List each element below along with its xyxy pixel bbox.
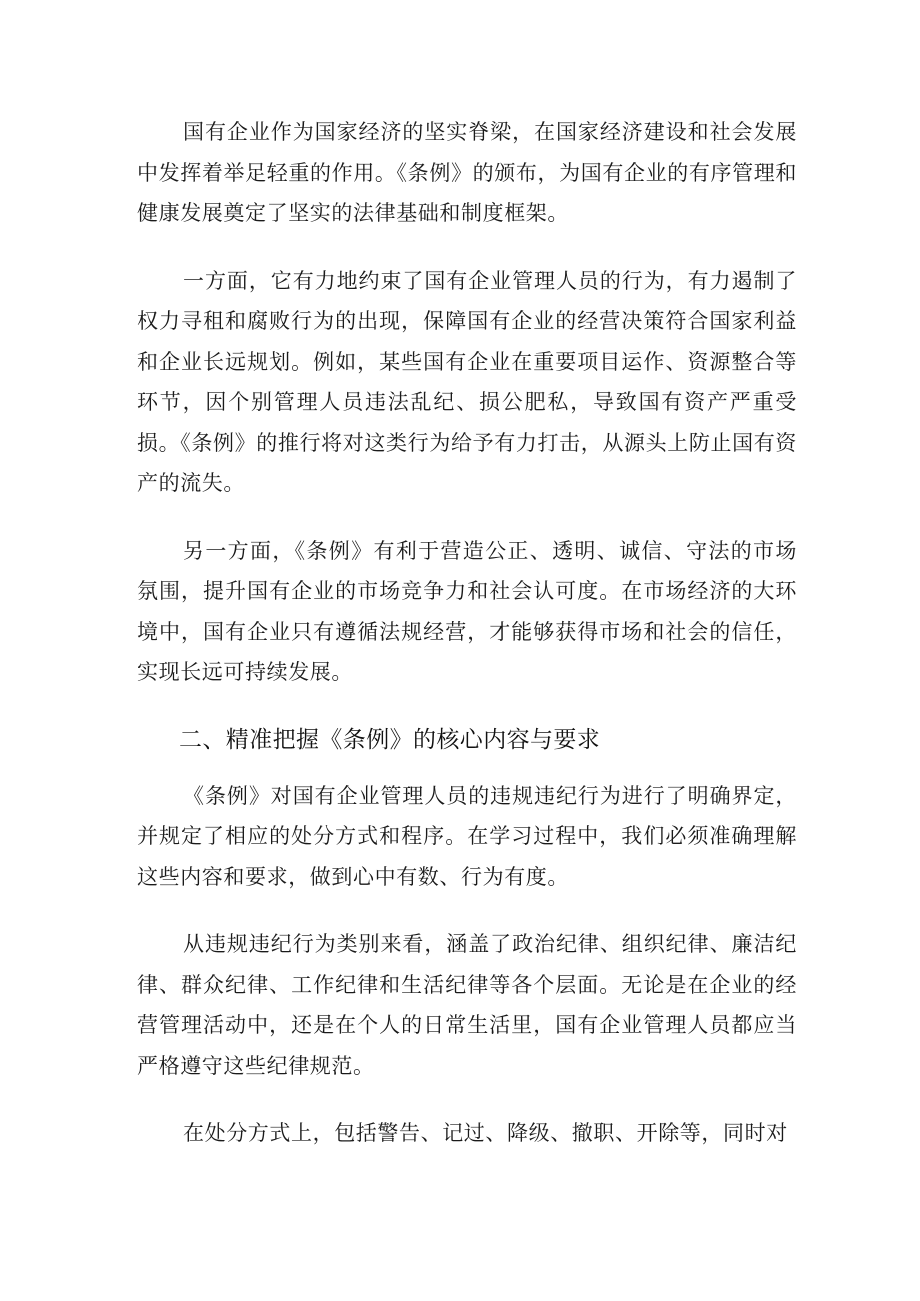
paragraph-intro: 国有企业作为国家经济的坚实脊梁，在国家经济建设和社会发展中发挥着举足轻重的作用。《条例》的颁布，为国有企业的有序管理和健康发展奠定了坚实的法律基础和制度框架。: [137, 120, 797, 225]
section-heading: 二、精准把握《条例》的核心内容与要求: [179, 726, 601, 753]
paragraph-definition: 《条例》对国有企业管理人员的违规违纪行为进行了明确界定，并规定了相应的处分方式和程序。在学习过程中，我们必须准确理解这些内容和要求，做到心中有数、行为有度。: [137, 783, 797, 889]
paragraph-penalties: 在处分方式上，包括警告、记过、降级、撤职、开除等，同时对: [183, 1121, 788, 1145]
paragraph-one-hand: 一方面，它有力地约束了国有企业管理人员的行为，有力遏制了权力寻租和腐败行为的出现，保障国有企业的经营决策符合国家利益和企业长远规划。例如，某些国有企业在重要项目运作、资源整合等环节，因个别管理人员违法乱纪、损公肥私，导致国有资产严重受损。《条例》的推行将对这类行为给予有力打击，从源头上防止国有资产的流失。: [137, 268, 797, 495]
paragraph-other-hand: 另一方面，《条例》有利于营造公正、透明、诚信、守法的市场氛围，提升国有企业的市场竞争力和社会认可度。在市场经济的大环境中，国有企业只有遵循法规经营，才能够获得市场和社会的信任，实现长远可持续发展。: [137, 538, 797, 684]
paragraph-categories: 从违规违纪行为类别来看，涵盖了政治纪律、组织纪律、廉洁纪律、群众纪律、工作纪律和生活纪律等各个层面。无论是在企业的经营管理活动中，还是在个人的日常生活里，国有企业管理人员都应当严格遵守这些纪律规范。: [137, 932, 797, 1078]
document-body: [137, 112, 797, 1181]
